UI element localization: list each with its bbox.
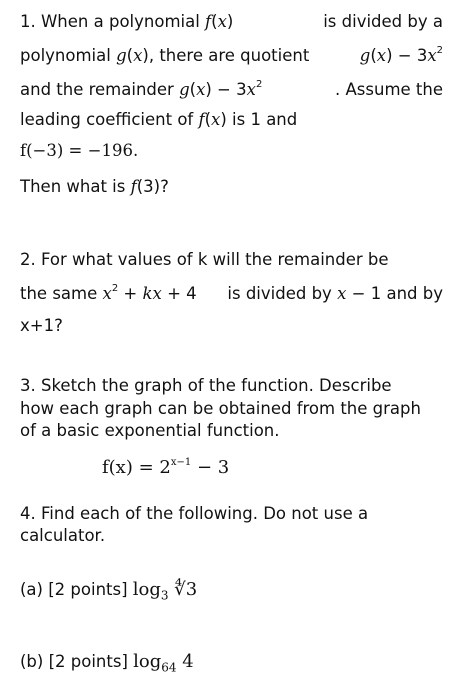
q3-line-3: of a basic exponential function. bbox=[20, 421, 280, 440]
q1-line-5: f(−3) = −196. bbox=[20, 141, 139, 160]
q4-part-b: (b) [2 points] $\log_{64} 4$ bbox=[20, 651, 194, 675]
q3-line-2: how each graph can be obtained from the graph bbox=[20, 399, 421, 418]
q4-line-2: calculator. bbox=[20, 526, 106, 545]
q1-line-1: 1. When a polynomial f(x) is divided by a bbox=[20, 12, 443, 31]
q2-line-2: the same $x^2$ + kx + 4 is divided by x − 1 and by bbox=[20, 283, 443, 303]
q4-part-a: (a) [2 points] $\log_3$ ∜3 bbox=[20, 579, 198, 603]
q2-line-3: x+1? bbox=[20, 316, 63, 335]
q1-line-3: and the remainder $g(x) - 3x^2$ . Assume the bbox=[20, 79, 443, 99]
q1-line-4: leading coefficient of f(x) is 1 and bbox=[20, 110, 298, 129]
q3-line-1: 3. Sketch the graph of the function. Describe bbox=[20, 376, 392, 395]
q2-line-1: 2. For what values of k will the remainder be bbox=[20, 250, 389, 269]
q3-formula: $f(x) = 2^{x-1} - 3$ bbox=[102, 457, 230, 478]
q4-line-1: 4. Find each of the following. Do not use a bbox=[20, 504, 369, 523]
q1-line-2: polynomial g(x), there are quotient $g(x) - 3x^2$ bbox=[20, 45, 443, 65]
q1-line-6: Then what is f(3)? bbox=[20, 177, 169, 196]
